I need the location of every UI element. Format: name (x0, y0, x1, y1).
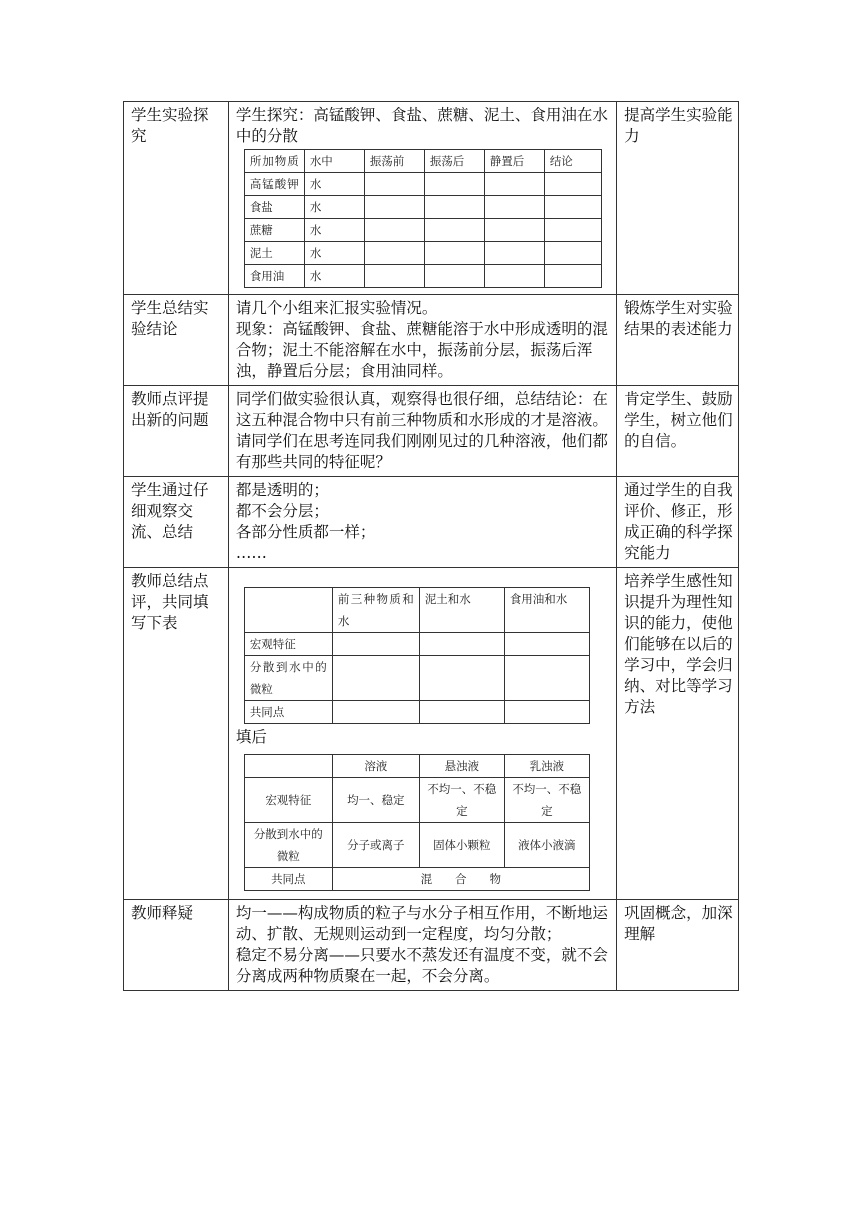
content-line: 都是透明的； (235, 481, 329, 499)
content-line: …… (235, 544, 267, 562)
table-cell (544, 242, 601, 265)
table-cell (364, 196, 424, 219)
content-cell (228, 386, 616, 477)
table-row (244, 633, 589, 656)
header-cell: 乳浊液 (504, 755, 589, 778)
header-cell (244, 755, 332, 778)
table-cell (424, 173, 484, 196)
blank-comparison-table (244, 587, 590, 724)
step-cell: 学生通过仔细观察交流、总结 (124, 477, 229, 568)
table-row (124, 900, 739, 991)
header-cell: 前三种物质和水 (332, 588, 419, 633)
table-cell (484, 219, 544, 242)
header-cell: 食用油和水 (504, 588, 589, 633)
table-cell: 食用油 (244, 265, 304, 288)
table-cell (544, 219, 601, 242)
table-row (244, 868, 589, 891)
table-row (244, 778, 589, 823)
table-row (244, 265, 601, 288)
content-cell (228, 477, 616, 568)
table-row (244, 242, 601, 265)
experiment-table (244, 149, 602, 288)
purpose-cell: 培养学生感性知识提升为理性知识的能力，使他们能够在以后的学习中，学会归纳、对比等学习方法 (617, 568, 739, 900)
purpose-cell: 肯定学生、鼓励学生，树立他们的自信。 (617, 386, 739, 477)
table-cell (544, 196, 601, 219)
table-cell (484, 265, 544, 288)
table-cell: 分散到水中的微粒 (244, 823, 332, 868)
step-cell: 学生总结实验结论 (124, 295, 229, 386)
table-cell (424, 265, 484, 288)
table-cell (364, 219, 424, 242)
filled-caption: 填后 (235, 728, 267, 746)
table-cell: 水 (304, 265, 364, 288)
table-cell: 水 (304, 196, 364, 219)
table-row (124, 102, 739, 295)
header-cell: 溶液 (332, 755, 419, 778)
table-cell (424, 219, 484, 242)
content-line: 均一——构成物质的粒子与水分子相互作用，不断地运动、扩散、无规则运动到一定程度，均匀分散； (235, 904, 608, 943)
table-cell: 均一、稳定 (332, 778, 419, 823)
table-cell (484, 196, 544, 219)
table-cell: 泥土 (244, 242, 304, 265)
common-value-cell: 混 合 物 (332, 868, 589, 891)
table-cell (424, 196, 484, 219)
lesson-plan (123, 101, 739, 991)
content-line: 各部分性质都一样； (235, 523, 376, 541)
content-line: 稳定不易分离——只要水不蒸发还有温度不变，就不会分离成两种物质聚在一起，不会分离。 (235, 946, 608, 985)
content-cell (228, 102, 616, 295)
table-cell (544, 265, 601, 288)
table-cell (419, 701, 504, 724)
table-row (244, 173, 601, 196)
header-cell: 泥土和水 (419, 588, 504, 633)
table-row (244, 656, 589, 701)
table-cell (419, 656, 504, 701)
content-line: 同学们做实验很认真，观察得也很仔细，总结结论：在这五种混合物中只有前三种物质和水形成的才是溶液。请同学们在思考连同我们刚刚见过的几种溶液，他们都有那些共同的特征呢？ (235, 390, 608, 471)
content-cell (228, 900, 616, 991)
table-cell: 宏观特征 (244, 633, 332, 656)
header-cell: 结论 (544, 150, 601, 173)
table-cell: 液体小液滴 (504, 823, 589, 868)
header-cell: 水中 (304, 150, 364, 173)
table-cell: 水 (304, 242, 364, 265)
table-cell (424, 242, 484, 265)
table-row (244, 701, 589, 724)
step-cell: 教师点评提出新的问题 (124, 386, 229, 477)
purpose-cell: 巩固概念，加深理解 (617, 900, 739, 991)
header-cell: 所加物质 (244, 150, 304, 173)
content-line: 请几个小组来汇报实验情况。 (235, 299, 438, 317)
purpose-cell: 提高学生实验能力 (617, 102, 739, 295)
table-cell (364, 265, 424, 288)
header-cell: 振荡后 (424, 150, 484, 173)
table-row (244, 196, 601, 219)
purpose-cell: 锻炼学生对实验结果的表述能力 (617, 295, 739, 386)
table-cell: 蔗糖 (244, 219, 304, 242)
table-cell: 分散到水中的微粒 (244, 656, 332, 701)
table-cell: 分子或离子 (332, 823, 419, 868)
table-cell (544, 173, 601, 196)
lesson-table (123, 101, 739, 991)
table-cell (332, 656, 419, 701)
table-cell: 不均一、不稳定 (419, 778, 504, 823)
table-row (124, 477, 739, 568)
table-row (244, 219, 601, 242)
table-cell (364, 242, 424, 265)
table-cell: 固体小颗粒 (419, 823, 504, 868)
step-cell: 教师释疑 (124, 900, 229, 991)
table-cell (332, 633, 419, 656)
table-row (124, 295, 739, 386)
table-cell (504, 701, 589, 724)
content-cell (228, 295, 616, 386)
table-cell: 高锰酸钾 (244, 173, 304, 196)
table-cell (419, 633, 504, 656)
table-cell: 宏观特征 (244, 778, 332, 823)
filled-comparison-table (244, 754, 590, 891)
header-cell (244, 588, 332, 633)
table-cell (484, 173, 544, 196)
header-cell: 悬浊液 (419, 755, 504, 778)
table-cell: 共同点 (244, 701, 332, 724)
table-row (124, 568, 739, 900)
table-cell: 水 (304, 173, 364, 196)
table-cell (504, 656, 589, 701)
step-cell: 学生实验探究 (124, 102, 229, 295)
header-cell: 振荡前 (364, 150, 424, 173)
table-cell (364, 173, 424, 196)
table-row (244, 823, 589, 868)
content-line: 都不会分层； (235, 502, 329, 520)
content-line: 现象：高锰酸钾、食盐、蔗糖能溶于水中形成透明的混合物；泥土不能溶解在水中，振荡前分层，振荡后浑浊，静置后分层；食用油同样。 (235, 320, 608, 380)
table-cell: 食盐 (244, 196, 304, 219)
purpose-cell: 通过学生的自我评价、修正，形成正确的科学探究能力 (617, 477, 739, 568)
table-cell: 不均一、不稳定 (504, 778, 589, 823)
table-cell (504, 633, 589, 656)
table-row (244, 755, 589, 778)
content-line: 学生探究：高锰酸钾、食盐、蔗糖、泥土、食用油在水中的分散 (235, 106, 608, 145)
table-cell (332, 701, 419, 724)
table-cell: 水 (304, 219, 364, 242)
step-cell: 教师总结点评，共同填写下表 (124, 568, 229, 900)
table-cell: 共同点 (244, 868, 332, 891)
table-row (244, 150, 601, 173)
table-row (124, 386, 739, 477)
header-cell: 静置后 (484, 150, 544, 173)
table-cell (484, 242, 544, 265)
content-cell (228, 568, 616, 900)
table-row (244, 588, 589, 633)
